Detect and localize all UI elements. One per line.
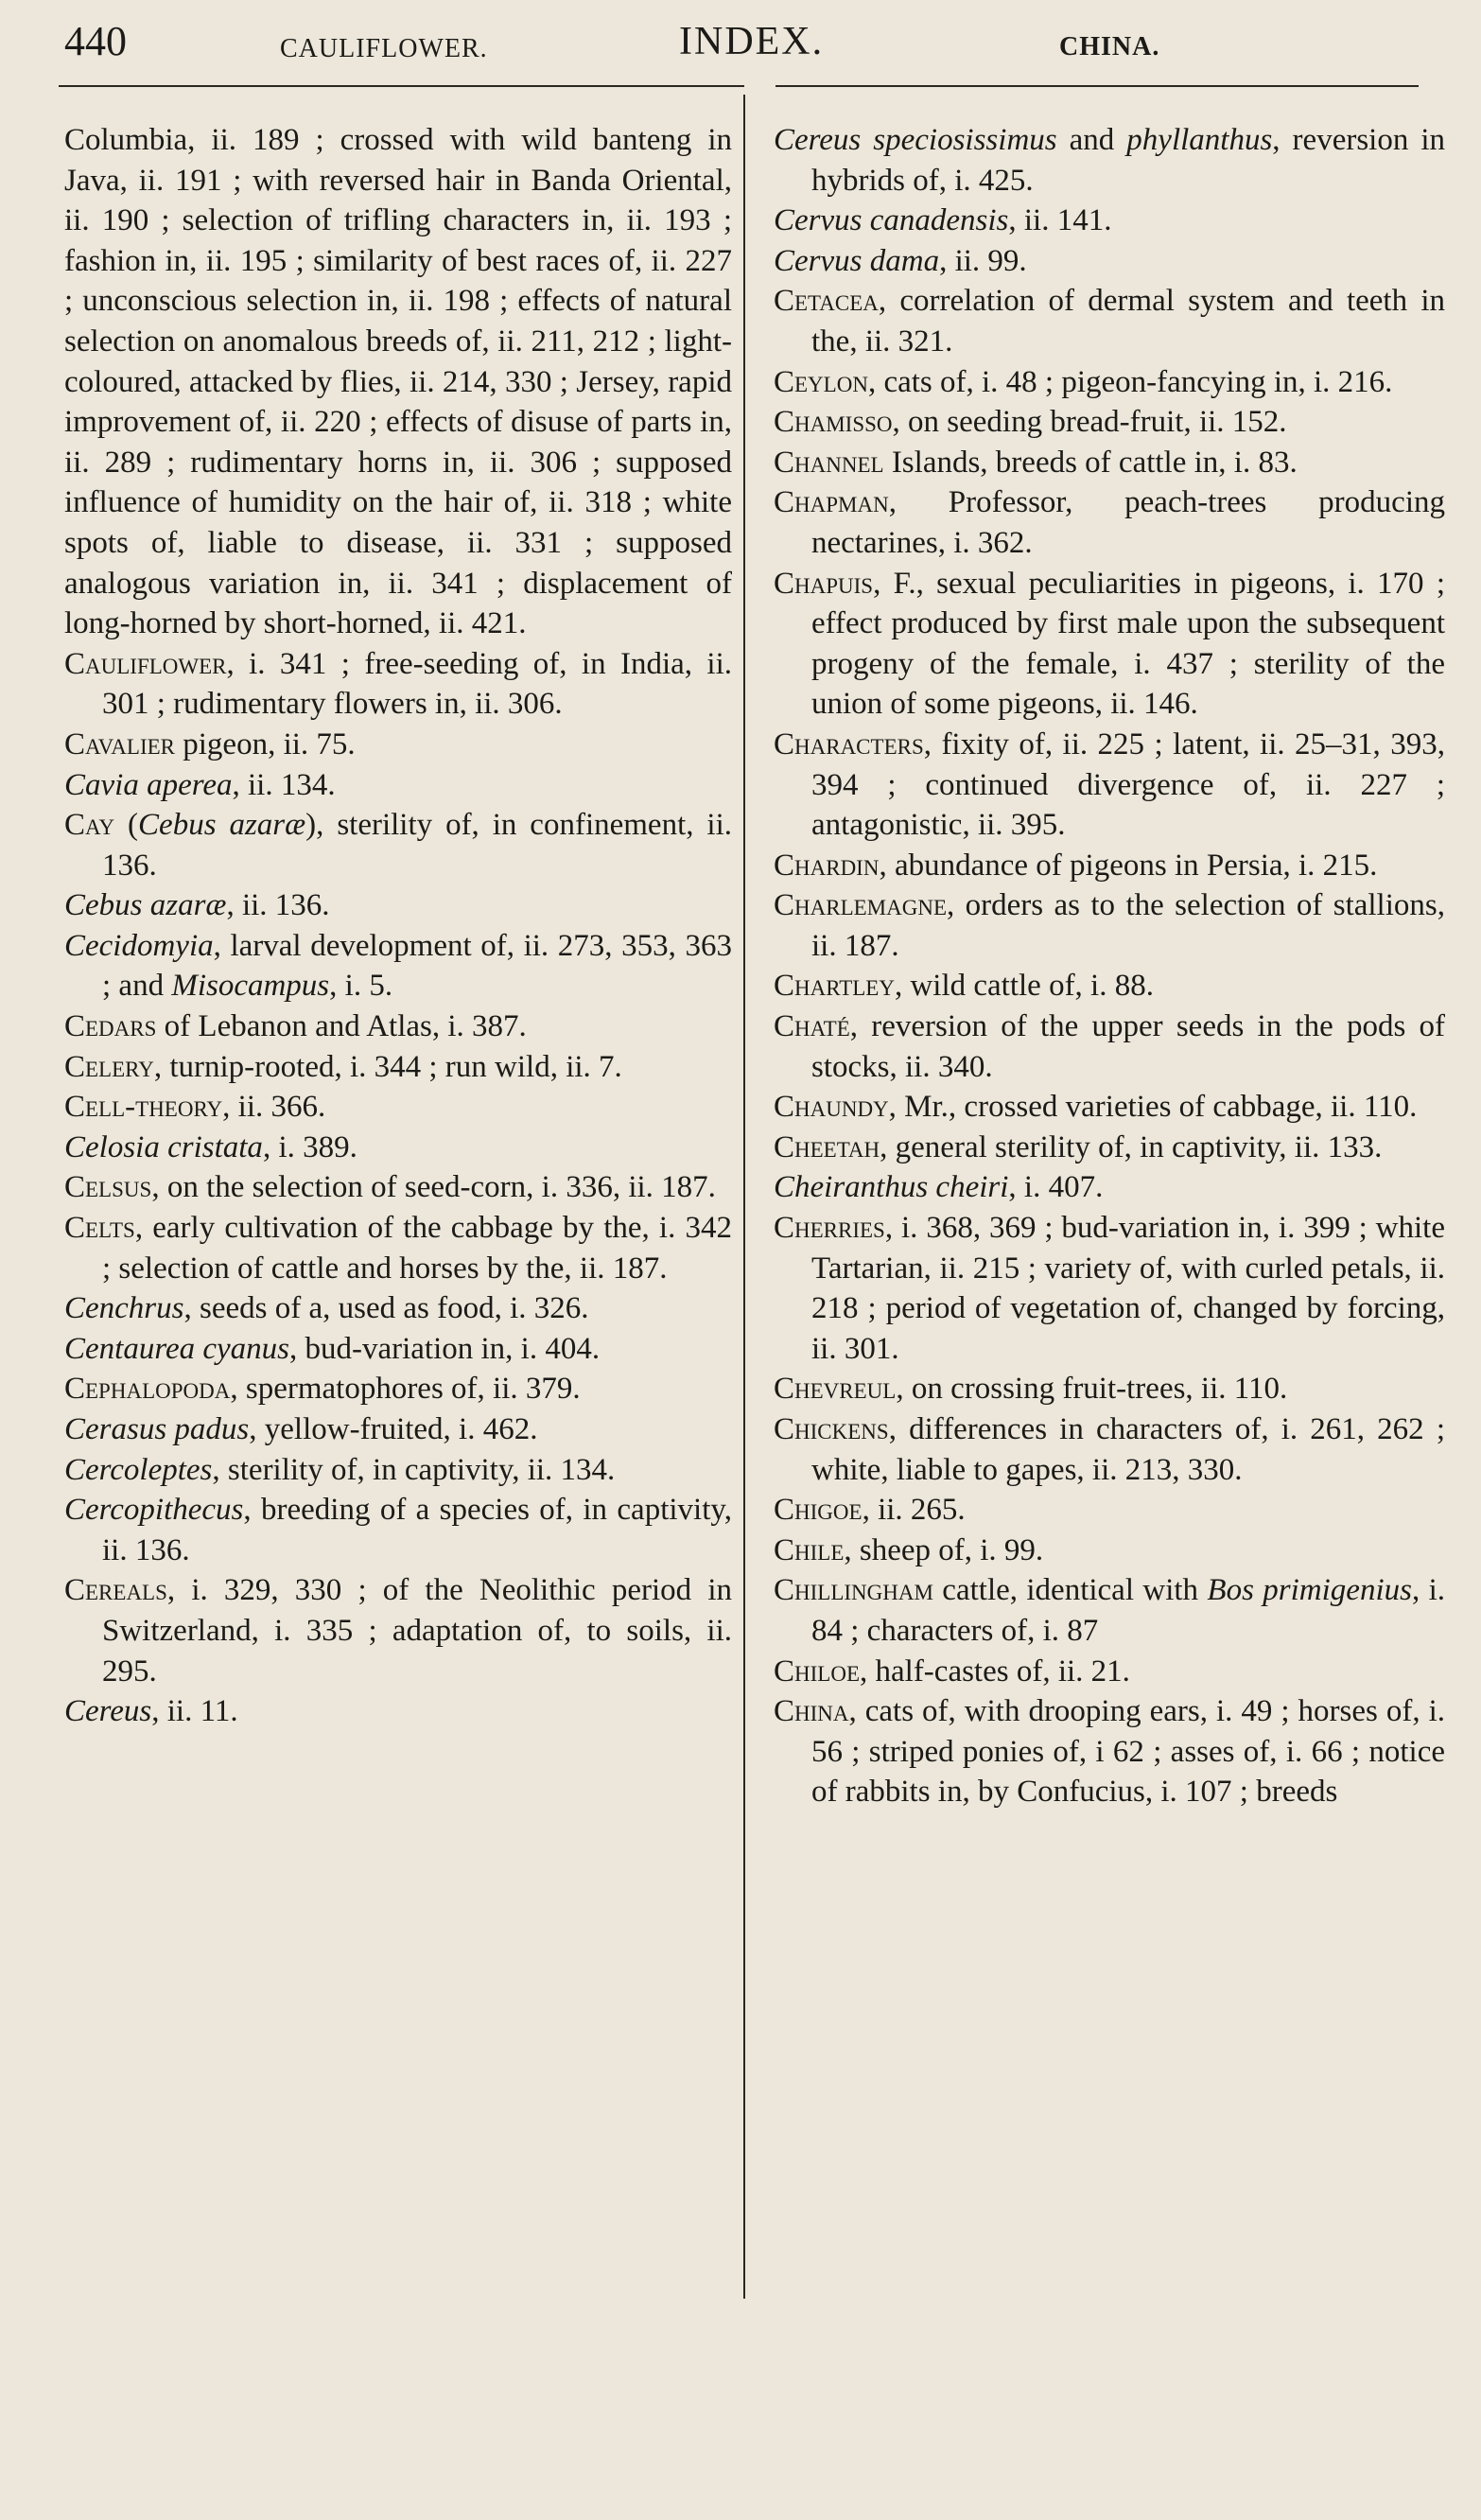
entry-headword: Cherries [774,1211,885,1246]
column-divider [743,95,745,2299]
index-entry [774,1490,1445,1531]
entry-headword: Chevreul [774,1372,897,1407]
entry-headword: Cereals [64,1573,167,1608]
entry-text: , i. 329, 330 ; of the Neolithic period in Switzerland, i. 335 ; adaptation of, to soils, ii. 295. [102,1573,732,1689]
entry-text: , general sterility of, in captivity, ii. 133. [880,1129,1383,1164]
entry-italic-term: Cercopithecus [64,1493,244,1528]
entry-italic-term: Cenchrus [64,1291,184,1326]
entry-text: , i. 84 ; characters of, i. 87 [811,1573,1446,1648]
entry-text: , ii. 141. [1008,203,1112,238]
entry-headword: Ceylon [774,364,868,399]
index-entry [774,1208,1445,1369]
entry-text: , Professor, peach-trees producing nectarines, i. 362. [811,485,1445,560]
entry-text: , wild cattle of, i. 88. [894,969,1154,1004]
page-title: INDEX. [679,20,825,63]
entry-italic-term: Misocampus [171,969,330,1004]
entry-text: , breeding of a species of, in captivity, ii. 136. [102,1493,732,1567]
entry-headword: Chillingham [774,1573,933,1608]
entry-text: , i. 407. [1008,1170,1104,1205]
index-entry [774,564,1445,725]
entry-text: , F., sexual peculiarities in pigeons, i. 170 ; effect produced by first male upon the subsequent progeny of the female, i. 437 ; sterility of the union of some pigeons, ii. 146. [811,566,1445,722]
index-entry [774,885,1445,966]
entry-italic-term: Cebus azaræ [64,888,227,923]
entry-italic-term: phyllanthus [1126,123,1273,157]
entry-italic-term: Cebus azaræ [138,808,306,843]
index-entry [774,1128,1445,1168]
entry-headword: Chickens [774,1412,889,1446]
index-entry [774,443,1445,483]
index-entry [64,1329,732,1370]
entry-headword: Chapman [774,485,889,520]
entry-text: , half-castes of, ii. 21. [860,1654,1130,1689]
index-entry [64,1087,732,1128]
index-entry [64,1691,732,1732]
entry-text: , on seeding bread-fruit, ii. 152. [892,405,1287,440]
left-column [64,120,732,1732]
entry-text: , ii. 265. [862,1493,966,1528]
index-entry [774,846,1445,886]
index-entry [64,1128,732,1168]
index-entry [774,201,1445,241]
entry-text: , orders as to the selection of stallions, ii. 187. [811,888,1445,963]
entry-text: , ii. 366. [222,1090,326,1125]
entry-text: , ii. 136. [226,888,330,923]
entry-text: , reversion of the upper seeds in the pods of stocks, ii. 340. [811,1009,1445,1084]
entry-text: , ii. 11. [151,1694,238,1729]
entry-text: and [1056,123,1127,157]
entry-text: , cats of, with drooping ears, i. 49 ; horses of, i. 56 ; striped ponies of, i 62 ; asses of, i. 66 ; notice of rabbits in, by Confucius, i. 107 ; breeds [811,1694,1445,1810]
entry-text: , turnip-rooted, i. 344 ; run wild, ii. 7. [153,1049,622,1084]
entry-text: , i. 368, 369 ; bud-variation in, i. 399 ; white Tartarian, ii. 215 ; variety of, with curled petals, ii. 218 ; period of vegetation of, changed by forcing, ii. 301. [811,1211,1445,1366]
entry-headword: Characters [774,726,924,761]
index-entry [774,1652,1445,1692]
index-entry [64,644,732,725]
entry-headword: Cavalier [64,726,176,761]
entry-text: , fixity of, ii. 225 ; latent, ii. 25–31, 393, 394 ; continued divergence of, ii. 227 ; antagonistic, ii. 395. [811,726,1445,843]
right-column [774,120,1445,1812]
entry-headword: Cay [64,808,115,843]
index-entry [774,1369,1445,1409]
entry-text: , bud-variation in, i. 404. [288,1331,601,1366]
entry-italic-term: Cereus speciosissimus [774,123,1057,157]
entry-headword: Cedars [64,1009,157,1044]
entry-headword: Channel [774,445,884,480]
entry-headword: China [774,1694,849,1729]
entry-text: , early cultivation of the cabbage by the, i. 342 ; selection of cattle and horses by the, ii. 187. [102,1211,732,1286]
index-entry [774,1409,1445,1490]
entry-italic-term: Celosia cristata [64,1129,263,1164]
entry-headword: Chile [774,1532,845,1567]
page-number: 440 [64,18,127,64]
index-entry [64,1409,732,1450]
index-entry [774,1570,1445,1651]
entry-text: , ii. 99. [939,243,1027,278]
entry-headword: Cetacea [774,284,879,319]
entry-text: of Lebanon and Atlas, i. 387. [156,1009,527,1044]
header-rule-right [775,85,1419,87]
entry-italic-term: Centaurea cyanus [64,1331,289,1366]
right-running-head: CHINA. [1059,32,1160,61]
entry-text: , i. 389. [262,1129,357,1164]
entry-headword: Chiloe [774,1654,860,1689]
entry-headword: Celery [64,1049,154,1084]
index-entry [64,1006,732,1047]
entry-text: , abundance of pigeons in Persia, i. 215. [879,848,1378,883]
entry-text: , cats of, i. 48 ; pigeon-fancying in, i. 216. [867,364,1393,399]
entry-text: , Mr., crossed varieties of cabbage, ii. 110. [888,1090,1418,1125]
entry-text: , ii. 134. [232,767,336,802]
index-entry [774,1087,1445,1128]
entry-text: , reversion in hybrids of, i. 425. [811,123,1446,198]
entry-italic-term: Cheiranthus cheiri [774,1170,1009,1205]
entry-headword: Celsus [64,1170,152,1205]
entry-text: , differences in characters of, i. 261, 262 ; white, liable to gapes, ii. 213, 330. [811,1412,1445,1487]
index-entry [774,362,1445,403]
entry-italic-term: Cerasus padus [64,1412,250,1446]
entry-headword: Celts [64,1211,135,1246]
index-entry [774,1691,1445,1812]
entry-headword: Charlemagne [774,888,947,923]
entry-headword: Chamisso [774,405,893,440]
entry-text: , sheep of, i. 99. [844,1532,1044,1567]
index-entry [774,1167,1445,1208]
entry-text: , on crossing fruit-trees, ii. 110. [896,1372,1288,1407]
index-entry [64,1490,732,1570]
index-entry [64,765,732,806]
index-entry [774,120,1445,201]
entry-headword: Chapuis [774,566,874,601]
index-entry [64,1288,732,1329]
entry-headword: Chaundy [774,1090,889,1125]
entry-text: pigeon, ii. 75. [175,726,356,761]
left-running-head: CAULIFLOWER. [280,34,488,63]
entry-text: , spermatophores of, ii. 379. [230,1372,581,1407]
index-entry [64,1208,732,1288]
entry-italic-term: Cervus dama [774,243,940,278]
entry-headword: Cephalopoda [64,1372,231,1407]
entry-text: ( [114,808,139,843]
index-entry [64,120,732,644]
entry-italic-term: Cavia aperea [64,767,233,802]
index-entry [64,1369,732,1409]
entry-text: , yellow-fruited, i. 462. [249,1412,538,1446]
index-entry [64,926,732,1006]
entry-text: , correlation of dermal system and teeth in the, ii. 321. [811,284,1445,359]
entry-headword: Chartley [774,969,895,1004]
index-entry [774,1531,1445,1571]
entry-italic-term: Bos primigenius [1207,1573,1412,1608]
entry-headword: Cauliflower [64,646,227,681]
entry-text: , i. 341 ; free-seeding of, in India, ii. 301 ; rudimentary flowers in, ii. 306. [102,646,732,722]
entry-text: ), sterility of, in confinement, ii. 136. [102,808,732,883]
entry-headword: Chardin [774,848,880,883]
entry-headword: Cheetah [774,1129,880,1164]
entry-italic-term: Cereus [64,1694,152,1729]
entry-headword: Chigoe [774,1493,862,1528]
entry-text: , on the selection of seed-corn, i. 336, ii. 187. [151,1170,716,1205]
entry-text: Columbia, ii. 189 ; crossed with wild banteng in Java, ii. 191 ; with reversed hair in Banda Oriental, ii. 190 ; selection of trifling characters in, ii. 193 ; fashion in, ii. 195 ; similarity of best races of, ii. 227 ; unconscious selection in, ii. 198 ; effects of natural selection on anomalous breeds of, ii. 211, 212 ; light-coloured, attacked by flies, ii. 214, 330 ; Jersey, rapid improvement of, ii. 220 ; effects of disuse of parts in, ii. 289 ; rudimentary horns in, ii. 306 ; supposed influence of humidity on the hair of, ii. 318 ; white spots of, liable to disease, ii. 331 ; supposed analogous variation in, ii. 341 ; displacement of long-horned by short-horned, ii. 421. [64,123,732,641]
index-entry [774,725,1445,846]
entry-text: , seeds of a, used as food, i. 326. [183,1291,589,1326]
index-entry [774,482,1445,563]
index-entry [774,402,1445,443]
page-header [64,17,1424,74]
entry-text: , larval development of, ii. 273, 353, 363 ; and [102,928,732,1004]
index-entry [64,885,732,926]
index-entry [64,1047,732,1088]
entry-text: , i. 5. [329,969,393,1004]
index-entry [64,1570,732,1691]
index-entry [64,1167,732,1208]
entry-text: Islands, breeds of cattle in, i. 83. [883,445,1298,480]
entry-italic-term: Cervus canadensis [774,203,1009,238]
index-entry [64,805,732,885]
entry-italic-term: Cercoleptes [64,1452,213,1487]
entry-text: , sterility of, in captivity, ii. 134. [212,1452,616,1487]
index-entry [774,241,1445,282]
index-entry [774,281,1445,361]
index-entry [64,1450,732,1491]
entry-italic-term: Cecidomyia [64,928,214,963]
entry-text: cattle, identical with [932,1573,1208,1608]
entry-headword: Cell-theory [64,1090,223,1125]
index-entry [64,725,732,765]
entry-headword: Chaté [774,1009,850,1044]
index-entry [774,966,1445,1006]
index-entry [774,1006,1445,1087]
header-rule-left [59,85,744,87]
